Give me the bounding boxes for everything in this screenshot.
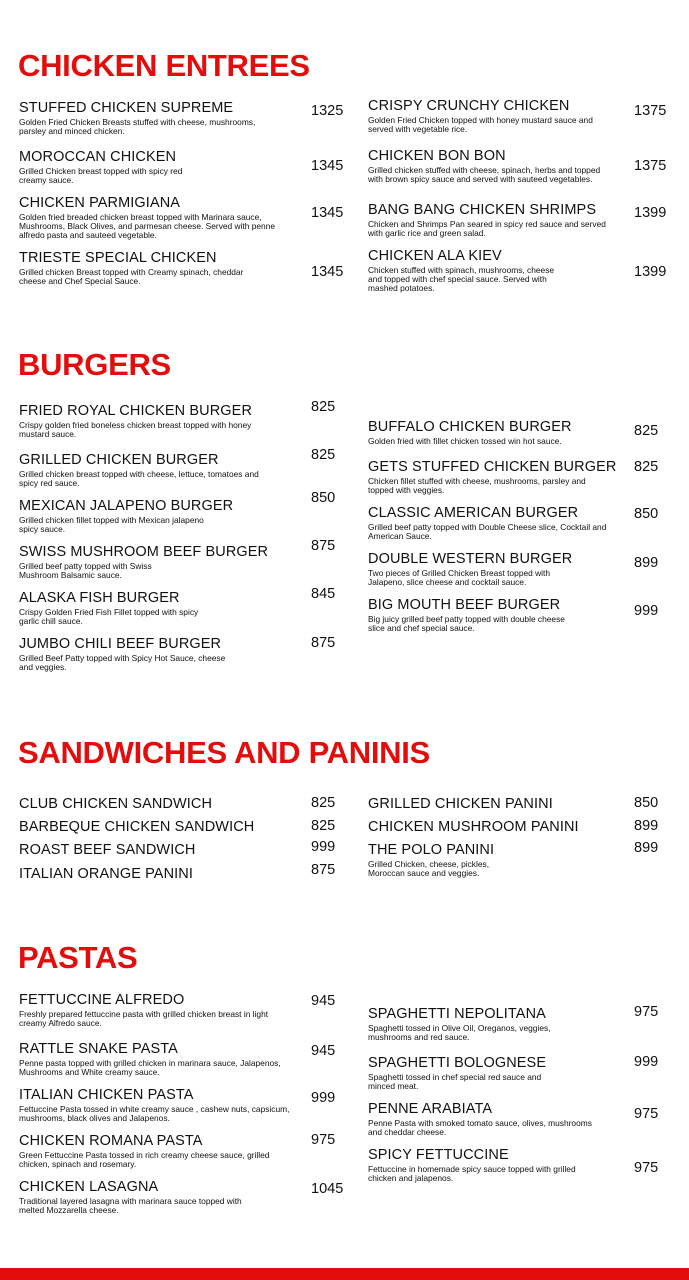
item-price: 1345 <box>311 158 344 174</box>
menu-item <box>19 403 309 439</box>
item-price: 1399 <box>634 264 667 280</box>
menu-item <box>19 796 309 812</box>
item-name: SPAGHETTI NEPOLITANA <box>368 1006 546 1022</box>
item-description: Green Fettuccine Pasta tossed in rich creamy cheese sauce, grilled chicken, spinach and rosemary. <box>19 1150 270 1169</box>
item-name: FRIED ROYAL CHICKEN BURGER <box>19 403 253 419</box>
item-name: GRILLED CHICKEN PANINI <box>368 796 553 812</box>
menu-item <box>19 195 309 240</box>
item-name: CLUB CHICKEN SANDWICH <box>19 796 213 812</box>
item-name: DOUBLE WESTERN BURGER <box>368 551 573 567</box>
item-name: STUFFED CHICKEN SUPREME <box>19 100 234 116</box>
item-name: ITALIAN ORANGE PANINI <box>19 866 193 882</box>
item-price: 850 <box>311 490 336 506</box>
item-name: GRILLED CHICKEN BURGER <box>19 452 219 468</box>
item-name: SWISS MUSHROOM BEEF BURGER <box>19 544 269 560</box>
item-description: Penne Pasta with smoked tomato sauce, olives, mushrooms and cheddar cheese. <box>368 1118 592 1137</box>
item-description: Fettuccine in homemade spicy sauce topped with grilled chicken and jalapenos. <box>368 1164 576 1183</box>
menu-item <box>19 1133 309 1169</box>
item-description: Two pieces of Grilled Chicken Breast topped with Jalapeno, slice cheese and cocktail sauce. <box>368 568 551 587</box>
menu-item <box>368 1147 630 1183</box>
item-price: 899 <box>634 555 659 571</box>
section-title-sandwiches: SANDWICHES AND PANINIS <box>18 735 430 770</box>
item-name: FETTUCCINE ALFREDO <box>19 992 185 1008</box>
item-price: 999 <box>634 603 659 619</box>
item-name: CHICKEN ALA KIEV <box>368 248 502 264</box>
item-price: 875 <box>311 635 336 651</box>
item-price: 975 <box>311 1132 336 1148</box>
menu-item <box>368 419 630 446</box>
menu-item <box>19 1041 309 1077</box>
item-description: Grilled Beef Patty topped with Spicy Hot Sauce, cheese and veggies. <box>19 653 226 672</box>
item-description: Grilled chicken fillet topped with Mexican jalapeno spicy sauce. <box>19 515 204 534</box>
menu-item <box>19 498 309 534</box>
item-description: Big juicy grilled beef patty topped with double cheese slice and chef special sauce. <box>368 614 565 633</box>
item-price: 975 <box>634 1160 659 1176</box>
menu-item <box>368 98 630 134</box>
item-name: CHICKEN MUSHROOM PANINI <box>368 819 579 835</box>
item-price: 825 <box>311 399 336 415</box>
item-price: 825 <box>311 447 336 463</box>
item-name: BIG MOUTH BEEF BURGER <box>368 597 561 613</box>
section-title-burgers: BURGERS <box>18 347 171 382</box>
menu-item <box>19 636 309 672</box>
menu-item <box>19 842 309 858</box>
item-name: CLASSIC AMERICAN BURGER <box>368 505 579 521</box>
item-price: 975 <box>634 1004 659 1020</box>
item-description: Traditional layered lasagna with marinara sauce topped with melted Mozzarella cheese. <box>19 1196 242 1215</box>
item-name: CHICKEN LASAGNA <box>19 1179 159 1195</box>
item-name: CHICKEN PARMIGIANA <box>19 195 181 211</box>
item-price: 825 <box>311 795 336 811</box>
menu-item <box>368 1101 630 1137</box>
menu-item <box>19 100 309 136</box>
item-name: MOROCCAN CHICKEN <box>19 149 177 165</box>
item-price: 875 <box>311 538 336 554</box>
item-price: 825 <box>634 423 659 439</box>
item-description: Grilled beef patty topped with Double Cheese slice, Cocktail and American Sauce. <box>368 522 607 541</box>
item-description: Fettuccine Pasta tossed in white creamy sauce , cashew nuts, capsicum, mushrooms, black olives and Jalapenos. <box>19 1104 290 1123</box>
item-description: Grilled Chicken breast topped with spicy red creamy sauce. <box>19 166 183 185</box>
item-description: Grilled chicken stuffed with cheese, spinach, herbs and topped with brown spicy sauce and served with sauteed vegetables. <box>368 165 601 184</box>
item-description: Spaghetti tossed in chef special red sauce and minced meat. <box>368 1072 542 1091</box>
item-name: ALASKA FISH BURGER <box>19 590 180 606</box>
section-title-pastas: PASTAS <box>18 940 138 975</box>
item-price: 945 <box>311 993 336 1009</box>
menu-item <box>368 796 630 812</box>
item-description: Penne pasta topped with grilled chicken in marinara sauce, Jalapenos, Mushrooms and White creamy sauce. <box>19 1058 281 1077</box>
item-name: RATTLE SNAKE PASTA <box>19 1041 178 1057</box>
menu-item <box>19 1179 309 1215</box>
item-name: CHICKEN BON BON <box>368 148 506 164</box>
item-name: CHICKEN ROMANA PASTA <box>19 1133 203 1149</box>
menu-item <box>19 250 309 286</box>
menu-item <box>19 1087 309 1123</box>
item-description: Crispy Golden Fried Fish Fillet topped with spicy garlic chill sauce. <box>19 607 199 626</box>
menu-item <box>368 551 630 587</box>
item-name: BARBEQUE CHICKEN SANDWICH <box>19 819 255 835</box>
item-price: 945 <box>311 1043 336 1059</box>
menu-item <box>19 819 309 835</box>
item-price: 845 <box>311 586 336 602</box>
item-name: SPAGHETTI BOLOGNESE <box>368 1055 547 1071</box>
item-name: TRIESTE SPECIAL CHICKEN <box>19 250 217 266</box>
item-price: 825 <box>634 459 659 475</box>
item-name: ITALIAN CHICKEN PASTA <box>19 1087 194 1103</box>
menu-item <box>19 590 309 626</box>
item-price: 1345 <box>311 205 344 221</box>
item-description: Crispy golden fried boneless chicken breast topped with honey mustard sauce. <box>19 420 252 439</box>
item-name: JUMBO CHILI BEEF BURGER <box>19 636 222 652</box>
item-price: 1375 <box>634 103 667 119</box>
menu-item <box>19 452 309 488</box>
item-description: Spaghetti tossed in Olive Oil, Oreganos, veggies, mushrooms and red sauce. <box>368 1023 551 1042</box>
item-price: 1045 <box>311 1181 344 1197</box>
item-name: ROAST BEEF SANDWICH <box>19 842 196 858</box>
item-price: 1375 <box>634 158 667 174</box>
menu-item <box>368 459 630 495</box>
item-price: 850 <box>634 795 659 811</box>
menu-item <box>368 148 630 184</box>
item-name: SPICY FETTUCCINE <box>368 1147 509 1163</box>
item-name: MEXICAN JALAPENO BURGER <box>19 498 234 514</box>
menu-item <box>368 597 630 633</box>
bottom-accent-bar <box>0 1268 689 1280</box>
menu-item <box>19 544 309 580</box>
item-description: Grilled beef patty topped with Swiss Mushroom Balsamic sauce. <box>19 561 152 580</box>
item-price: 999 <box>311 1090 336 1106</box>
item-description: Golden Fried Chicken topped with honey mustard sauce and served with vegetable rice. <box>368 115 593 134</box>
item-price: 1345 <box>311 264 344 280</box>
menu-item <box>368 842 630 878</box>
item-description: Chicken and Shrimps Pan seared in spicy red sauce and served with garlic rice and green salad. <box>368 219 606 238</box>
item-price: 850 <box>634 506 659 522</box>
item-description: Freshly prepared fettuccine pasta with grilled chicken breast in light creamy Alfredo sauce. <box>19 1009 269 1028</box>
menu-item <box>368 819 630 835</box>
item-description: Grilled Chicken, cheese, pickles, Moroccan sauce and veggies. <box>368 859 490 878</box>
item-price: 999 <box>311 839 336 855</box>
menu-item <box>368 202 630 238</box>
menu-item <box>19 866 309 882</box>
item-name: BUFFALO CHICKEN BURGER <box>368 419 572 435</box>
item-price: 1399 <box>634 205 667 221</box>
item-description: Golden fried with fillet chicken tossed win hot sauce. <box>368 436 562 446</box>
item-name: CRISPY CRUNCHY CHICKEN <box>368 98 570 114</box>
item-price: 899 <box>634 818 659 834</box>
menu-item <box>368 1055 630 1091</box>
menu-item <box>19 149 309 185</box>
item-description: Grilled chicken breast topped with cheese, lettuce, tomatoes and spicy red sauce. <box>19 469 259 488</box>
menu-item <box>368 505 630 541</box>
item-price: 875 <box>311 862 336 878</box>
item-price: 999 <box>634 1054 659 1070</box>
item-name: THE POLO PANINI <box>368 842 495 858</box>
item-description: Chicken fillet stuffed with cheese, mushrooms, parsley and topped with veggies. <box>368 476 586 495</box>
item-price: 825 <box>311 818 336 834</box>
item-description: Golden fried breaded chicken breast topped with Marinara sauce, Mushrooms, Black Olives, and parmesan cheese. Served with penne alfredo pasta and sauteed vegetable. <box>19 212 276 240</box>
item-price: 975 <box>634 1106 659 1122</box>
item-price: 1325 <box>311 103 344 119</box>
menu-item <box>368 248 630 293</box>
item-name: GETS STUFFED CHICKEN BURGER <box>368 459 617 475</box>
item-price: 899 <box>634 840 659 856</box>
menu-item <box>368 1006 630 1042</box>
item-name: BANG BANG CHICKEN SHRIMPS <box>368 202 597 218</box>
item-name: PENNE ARABIATA <box>368 1101 493 1117</box>
item-description: Grilled chicken Breast topped with Creamy spinach, cheddar cheese and Chef Special Sauce. <box>19 267 244 286</box>
menu-item <box>19 992 309 1028</box>
item-description: Chicken stuffed with spinach, mushrooms, cheese and topped with chef special sauce. Served with mashed potatoes. <box>368 265 555 293</box>
item-description: Golden Fried Chicken Breasts stuffed with cheese, mushrooms, parsley and minced chicken. <box>19 117 256 136</box>
section-title-chicken-entrees: CHICKEN ENTREES <box>18 48 310 83</box>
